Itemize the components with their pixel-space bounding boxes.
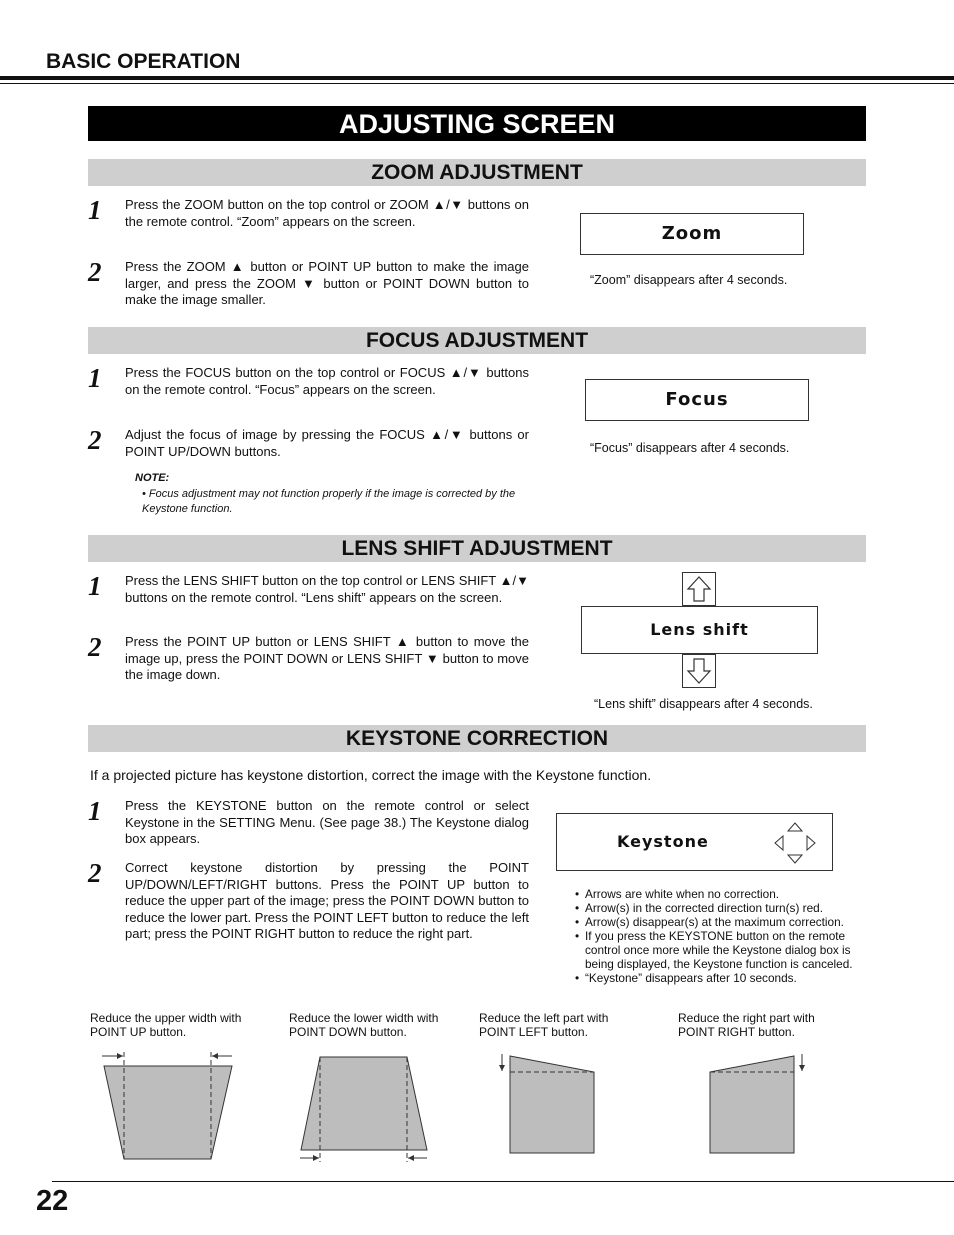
lens-step2-number: 2 (88, 632, 102, 662)
keystone-notes (575, 887, 875, 985)
keystone-up-diagram (96, 1048, 242, 1166)
keystone-osd-label: Keystone (617, 832, 709, 851)
down-arrow-icon (682, 654, 716, 688)
zoom-step2-text: Press the ZOOM ▲ button or POINT UP button to make the image larger, and press the ZOOM ▼ button or POINT DOWN button to make the image smaller. (125, 259, 529, 307)
page-title: ADJUSTING SCREEN (88, 106, 866, 141)
keystone-step2-text: Correct keystone distortion by pressing the POINT UP/DOWN/LEFT/RIGHT buttons. Press the POINT UP button to reduce the upper part of the image; press the POINT DOWN button to reduce the lower part. Press the POINT LEFT button to reduce the left part; press the POINT RIGHT button to reduce the right part. (125, 860, 529, 941)
section-label: BASIC OPERATION (46, 50, 241, 73)
diagram-caption-down: Reduce the lower width with POINT DOWN button. (289, 1011, 439, 1039)
keystone-step1-text: Press the KEYSTONE button on the remote control or select Keystone in the SETTING Menu. (See page 38.) The Keystone dialog box appears. (125, 798, 529, 846)
lens-step1-text: Press the LENS SHIFT button on the top control or LENS SHIFT ▲/▼ buttons on the remote control. “Lens shift” appears on the screen. (125, 573, 529, 605)
keystone-osd (556, 813, 833, 871)
page-number: 22 (36, 1185, 69, 1217)
header-rule (0, 76, 954, 80)
keystone-left-diagram (494, 1052, 600, 1158)
focus-step2-text: Adjust the focus of image by pressing the FOCUS ▲/▼ buttons or POINT UP/DOWN buttons. (125, 427, 529, 459)
focus-osd: Focus (585, 379, 809, 421)
focus-caption: “Focus” disappears after 4 seconds. (590, 441, 790, 455)
footer-rule (52, 1181, 954, 1182)
lens-shift-osd: Lens shift (581, 606, 818, 654)
lens-heading: LENS SHIFT ADJUSTMENT (88, 535, 866, 562)
diagram-caption-left: Reduce the left part with POINT LEFT button. (479, 1011, 609, 1039)
zoom-caption: “Zoom” disappears after 4 seconds. (590, 273, 788, 287)
keystone-note: • Arrow(s) disappear(s) at the maximum correction. (575, 915, 875, 929)
focus-heading: FOCUS ADJUSTMENT (88, 327, 866, 354)
up-arrow-icon (682, 572, 716, 606)
keystone-note: • Arrow(s) in the corrected direction turn(s) red. (575, 901, 875, 915)
focus-note-text: • Focus adjustment may not function properly if the image is corrected by the Keystone function. (142, 488, 516, 515)
header-rule-thin (0, 83, 954, 84)
focus-step1-text: Press the FOCUS button on the top control or FOCUS ▲/▼ buttons on the remote control. “Focus” appears on the screen. (125, 365, 529, 397)
diagram-caption-right: Reduce the right part with POINT RIGHT button. (678, 1011, 815, 1039)
lens-step2-text: Press the POINT UP button or LENS SHIFT ▲ button to move the image up, press the POINT DOWN or LENS SHIFT ▼ button to move the image down. (125, 634, 529, 682)
keystone-step2-number: 2 (88, 858, 102, 888)
lens-caption: “Lens shift” disappears after 4 seconds. (594, 697, 813, 711)
keystone-intro: If a projected picture has keystone distortion, correct the image with the Keystone function. (90, 767, 652, 783)
keystone-note: • “Keystone” disappears after 10 seconds. (575, 971, 875, 985)
focus-note-title: NOTE: (135, 472, 170, 484)
keystone-heading: KEYSTONE CORRECTION (88, 725, 866, 752)
keystone-note: • Arrows are white when no correction. (575, 887, 875, 901)
diagram-caption-up: Reduce the upper width with POINT UP button. (90, 1011, 242, 1039)
zoom-step1-number: 1 (88, 195, 102, 225)
zoom-heading: ZOOM ADJUSTMENT (88, 159, 866, 186)
four-way-arrow-icon (771, 820, 819, 866)
focus-step2-number: 2 (88, 425, 102, 455)
focus-step1-number: 1 (88, 363, 102, 393)
zoom-step2-number: 2 (88, 257, 102, 287)
keystone-right-diagram (705, 1052, 811, 1158)
lens-step1-number: 1 (88, 571, 102, 601)
keystone-step1-number: 1 (88, 796, 102, 826)
zoom-step1-text: Press the ZOOM button on the top control or ZOOM ▲/▼ buttons on the remote control. “Zoom” appears on the screen. (125, 197, 529, 229)
zoom-osd: Zoom (580, 213, 804, 255)
keystone-down-diagram (296, 1048, 442, 1166)
keystone-note: • If you press the KEYSTONE button on the remote control once more while the Keystone dialog box is being displayed, the Keystone function is canceled. (575, 929, 875, 971)
